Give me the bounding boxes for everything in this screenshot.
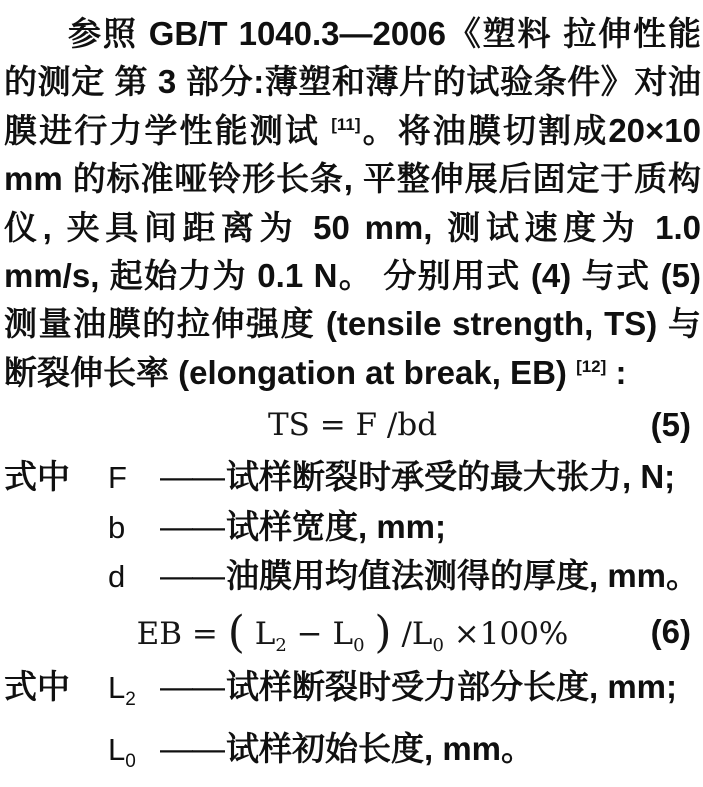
variable-subscript: 2 xyxy=(125,689,136,711)
definition-desc: 试样初始长度, mm。 xyxy=(226,730,535,768)
definition-desc: 试样宽度, mm; xyxy=(226,507,447,545)
equation-6-body xyxy=(136,607,569,659)
eq6-term1: L xyxy=(254,616,276,653)
definition-dash: —— xyxy=(160,458,224,496)
paragraph-text-3: : xyxy=(606,353,627,391)
equation-6-definitions xyxy=(4,663,701,786)
definition-desc: 试样断裂时受力部分长度, mm; xyxy=(226,668,678,706)
equation-6-number: (6) xyxy=(650,613,691,651)
equation-5-number: (5) xyxy=(650,406,691,444)
equation-5-body: TS = F /bd xyxy=(267,407,438,444)
definition-desc: 试样断裂时承受的最大张力, N; xyxy=(226,458,676,496)
definition-desc: 油膜用均值法测得的厚度, mm。 xyxy=(226,557,700,595)
variable-subscript: 0 xyxy=(125,751,136,773)
definition-dash: —— xyxy=(160,507,224,545)
eq6-term1-sub: 2 xyxy=(275,635,287,657)
eq6-lhs: EB = xyxy=(136,616,218,653)
definition-text-L0 xyxy=(160,725,701,773)
paragraph-text-1: 参照 GB/T 1040.3—2006《塑料 拉伸性能的测定 第 3 部分:薄塑和薄片的试验条件》对油膜进行力学性能测试 xyxy=(4,15,701,149)
definition-dash: —— xyxy=(160,730,224,768)
definition-text-F xyxy=(160,453,701,501)
eq6-term2-sub: 0 xyxy=(353,635,365,657)
eq6-term2: L xyxy=(332,616,354,653)
right-paren: ) xyxy=(374,607,392,659)
variable-d: d xyxy=(108,559,126,595)
equation-5-definitions xyxy=(4,453,701,601)
body-paragraph xyxy=(4,10,701,397)
where-label: 式中 xyxy=(4,668,70,706)
where-label: 式中 xyxy=(4,458,70,496)
definition-text-d xyxy=(160,552,701,600)
citation-ref-12: [12] xyxy=(576,356,607,376)
eq6-divisor: /L xyxy=(401,616,433,653)
left-paren: ( xyxy=(227,607,245,659)
variable-letter: L xyxy=(108,732,126,768)
variable-b: b xyxy=(108,509,126,545)
definition-text-L2 xyxy=(160,663,701,711)
eq6-operator: − xyxy=(296,616,323,653)
definition-row-F xyxy=(4,453,701,502)
definition-row-d xyxy=(4,552,701,601)
variable-F: F xyxy=(108,460,127,496)
variable-L2 xyxy=(108,664,160,725)
definition-row-b xyxy=(4,503,701,552)
definition-dash: —— xyxy=(160,557,224,595)
citation-ref-11: [11] xyxy=(331,114,361,134)
definition-text-b xyxy=(160,503,701,551)
eq6-divisor-sub: 0 xyxy=(432,635,444,657)
definition-dash: —— xyxy=(160,668,224,706)
variable-L0 xyxy=(108,726,160,787)
definition-row-L0 xyxy=(4,725,701,787)
eq6-tail: ×100% xyxy=(453,616,569,653)
definition-row-L2 xyxy=(4,663,701,725)
paragraph-text-2: 。将油膜切割成20×10 mm 的标准哑铃形长条, 平整伸展后固定于质构仪, 夹具间距离为 50 mm, 测试速度为 1.0 mm/s, 起始力为 0.1 N。 分别用式 (4) 与式 (5) 测量油膜的拉伸强度 (tensile strength, TS) 与断裂伸长率 (elongation at break, EB) xyxy=(4,111,702,391)
equation-5 xyxy=(4,397,701,453)
equation-6 xyxy=(4,601,701,663)
variable-letter: L xyxy=(108,670,126,706)
